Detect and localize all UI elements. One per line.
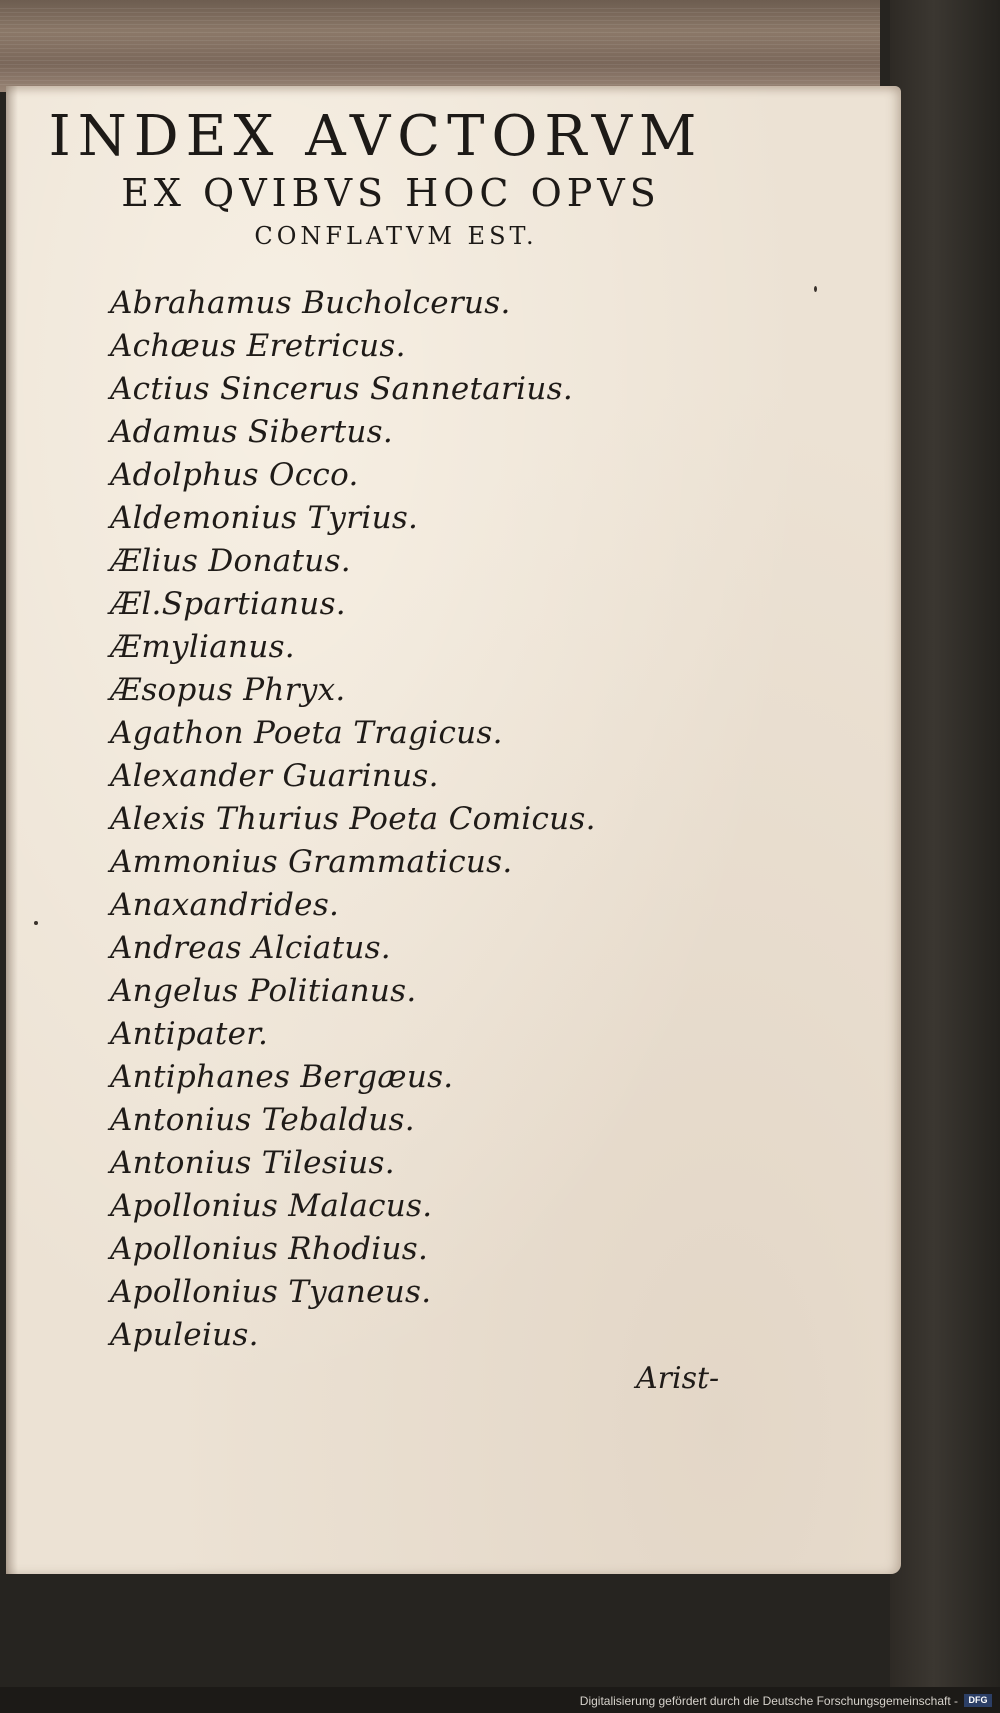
- title-line-3: CONFLATVM EST.: [254, 222, 538, 250]
- author-entry: Antiphanes Bergæus.: [110, 1059, 454, 1095]
- author-entry: Actius Sincerus Sannetarius.: [110, 371, 574, 407]
- author-entry: Apollonius Tyaneus.: [110, 1274, 432, 1310]
- catchword: Arist-: [636, 1361, 720, 1396]
- author-entry: Alexander Guarinus.: [110, 758, 439, 794]
- author-entry: Adolphus Occo.: [110, 457, 359, 493]
- footer-credit: Digitalisierung gefördert durch die Deutsche Forschungsgemeinschaft -: [579, 1694, 958, 1708]
- author-entry: Apollonius Malacus.: [110, 1188, 433, 1224]
- author-entry: Ammonius Grammaticus.: [110, 844, 513, 880]
- author-entry: Antonius Tilesius.: [110, 1145, 395, 1181]
- author-entry: Aldemonius Tyrius.: [110, 500, 419, 536]
- page-title: [16, 106, 736, 254]
- author-entry: Adamus Sibertus.: [110, 414, 393, 450]
- title-line-2: EX QVIBVS HOC OPVS: [121, 171, 661, 215]
- author-entry: Anaxandrides.: [110, 887, 340, 923]
- author-entry: Æl.Spartianus.: [110, 586, 346, 622]
- author-index-list: [110, 282, 596, 1357]
- digitization-footer: [0, 1687, 1000, 1713]
- book-cover-board: [890, 0, 1000, 1713]
- author-entry: Ælius Donatus.: [110, 543, 351, 579]
- author-entry: Antonius Tebaldus.: [110, 1102, 415, 1138]
- author-entry: Abrahamus Bucholcerus.: [110, 285, 511, 321]
- author-entry: Angelus Politianus.: [110, 973, 417, 1009]
- ink-speck: [34, 921, 38, 925]
- page-stack-lines: [0, 8, 880, 88]
- author-entry: Æsopus Phryx.: [110, 672, 346, 708]
- author-entry: Andreas Alciatus.: [110, 930, 391, 966]
- author-entry: Alexis Thurius Poeta Comicus.: [110, 801, 596, 837]
- author-entry: Achæus Eretricus.: [110, 328, 406, 364]
- book-top-edge: [0, 0, 880, 92]
- author-entry: Apollonius Rhodius.: [110, 1231, 429, 1267]
- title-line-1: INDEX AVCTORVM: [48, 104, 704, 169]
- dfg-logo: DFG: [964, 1694, 992, 1707]
- page-gutter-shadow: [6, 86, 18, 1574]
- author-entry: Antipater.: [110, 1016, 269, 1052]
- author-entry: Agathon Poeta Tragicus.: [110, 715, 503, 751]
- author-entry: Æmylianus.: [110, 629, 295, 665]
- book-page: [6, 86, 901, 1574]
- ink-speck: [814, 286, 817, 292]
- author-entry: Apuleius.: [110, 1317, 259, 1353]
